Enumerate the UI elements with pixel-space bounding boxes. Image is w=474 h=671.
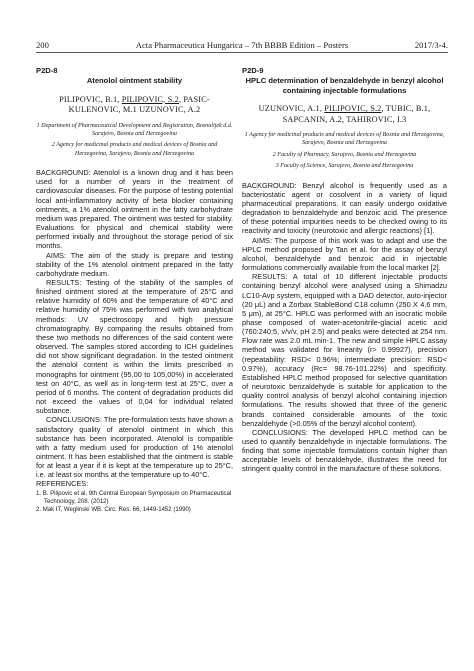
aims-paragraph: AIMS: The aim of the study is prepare and testing stability of the 1% atenolol ointment prepared in the fatty carbohydrate medium. xyxy=(36,250,233,278)
conclusions-paragraph: CONCLUSIONS: The developed HPLC method can be used to quantify benzaldehyde in injectable formulations. The finding that some injectable formulations contain higher than acceptable levels of benzaldehyde, illustrates the need for stringent quality control in the manufacture of these solutions. xyxy=(242,427,447,474)
background-paragraph: BACKGROUND: Atenolol is a known drug and it has been used for a number of years in the treatment of cardiovascular diseases. For the purpose of testing potential local anti-inflammatory activity of beta blocker containing ointments, a 1% atenolol ointment in the fatty carbohydrate medium was prepared. The ointment was tested for stability. Evaluations for physical and chemical stability were performed initially and throughout the storage period of six months. xyxy=(36,168,233,251)
aims-paragraph: AIMS: The purpose of this work was to adapt and use the HPLC method proposed by Tan et al. for the assay of benzyl alcohol, benzaldehyde and benzoic acid in injectable formulations commercially available from the local market [2]. xyxy=(242,235,447,273)
abstract-code: P2D-9 xyxy=(242,66,264,75)
page-number: 200 xyxy=(36,40,49,50)
affiliation: 2 Agency for medicinal products and medical devices of Bosnia and Herzegovina, Sarajevo, Bosnia and Herzegovina xyxy=(51,142,218,157)
results-paragraph: RESULTS: Testing of the stability of the samples of finished ointment stored at the temperature of 25°C and relative humidity of 60% and the temperature of 40°C and relative humidity of 75% was performed with two analytical methods: UV spectroscopy and high pressure chromatography. By comparing the results obtained from these two methods no differences of the said content were observed. The samples stored according to ICH guidelines did not show significant degradation. In the tested ointment the atenolol content is within the limits prescribed in monographs for ointment (95,00 to 105,00%) in accelerated test on 40°C, as well as in long-term test at 25°C, over a period of 6 months. The content of degradation products did not exceed the values of 0,04 for individual related substance. xyxy=(36,278,233,416)
authors-lead: UZUNOVIC, A.1, xyxy=(258,104,325,113)
affiliations xyxy=(36,122,233,159)
presenting-author: PILIPOVIC, S.2 xyxy=(121,94,179,104)
conclusions-paragraph: CONCLUSIONS: The pre-formulation tests have shown a satisfactory quality of atenolol ointment in which this substance has been incorporated. Atenolol is compatible with a fatty medium used for production of 1% atenolol ointment. It has been established that the ointment is stable for at least a year if it is kept at the temperature up to 25°C, i.e. at least six months at the temperature up to 40°C. xyxy=(36,415,233,480)
affiliation: 1 Department of Pharmaceutical Development and Registration, Bosnalijek d.d. Sarajevo, Bosnia and Herzegovina xyxy=(36,122,233,137)
presenting-author: PILIPOVIC, S.2 xyxy=(324,104,382,113)
abstract-right xyxy=(242,66,447,474)
author-list xyxy=(36,95,233,116)
reference-list xyxy=(36,490,233,514)
references-heading: REFERENCES: xyxy=(36,479,89,489)
authors-rest: , PASIC-KULENOVIC, M.1 UZUNOVIC, A.2 xyxy=(68,94,210,114)
issue-number: 2017/3-4. xyxy=(414,40,448,50)
abstract-left xyxy=(36,66,233,514)
authors-lead: PILIPOVIC, B.1, xyxy=(59,94,122,104)
abstract-title: Atenolol ointment stability xyxy=(86,76,183,85)
reference-item: 1. B. Pilipovic et al, 9th Central European Symposium on Pharmaceutical Technology, 208. (2012) xyxy=(36,490,232,505)
background-paragraph: BACKGROUND: Benzyl alcohol is frequently used as a bacteriostatic agent or cosolvent in a variety of liquid pharmaceutical preparations. It can easily undergo oxidative degradation to benzaldehyde and benzoic acid. The presence of these potential impurities needs to be checked owing to its reactivity and toxicity (neurotoxic and allergic reactions) [1]. xyxy=(242,180,447,236)
authors-rest: , TUBIC, B.1, SAPCANIN, A.2, TAHIROVIC, I.3 xyxy=(282,104,431,124)
affiliation: 2 Faculty of Pharmacy, Sarajevo, Bosnia and Herzegovina xyxy=(272,151,417,158)
abstract-body xyxy=(36,168,233,488)
affiliations xyxy=(242,131,447,171)
results-paragraph: RESULTS: A total of 10 different injectable products containing benzyl alcohol were analysed using a Shimadzu LC10-Avp system, equipped with a DAD detector, auto-injector (20 μL) and a Zorbax StableBond C18 column (250 X 4.6 mm, 5 μm), at 25°C. HPLC was performed with an isocratic mobile phase composed of water-acetonitrile-glacial acetic acid (760:240:5, v/v/v, pH 2.5) and peaks were detected at 254 nm. Flow rate was 2.0 mL min-1. The new and simple HPLC assay method was validated for linearity (r> 0.99927), precision (repeatability: RSD< 0.96%; intermediate precision: RSD< 0.97%), accuracy (Rc= 98.76-101.22%) and specificity. Established HPLC method proposed for selective quantitation of neurotoxic benzaldehyde is suitable for application to the quality control analysis of benzyl alcohol containing injection formulations. The results showed that three of the generic brands contained considerable amounts of the toxic benzaldehyde (>0.05% of the benzyl alcohol content). xyxy=(242,272,447,428)
running-header xyxy=(36,40,448,53)
affiliation: 3 Faculty of Science, Sarajevo, Bosnia and Herzegovina xyxy=(275,163,414,170)
abstract-title: HPLC determination of benzaldehyde in benzyl alcohol containing injectable formulations xyxy=(245,76,444,95)
reference-item: 2. Mak IT, Weglinski WB. Circ. Res. 66, 1449-1452 (1990) xyxy=(36,506,191,513)
affiliation: 1 Agency for medicinal products and medical devices of Bosnia and Herzegovina, Sarajevo, Bosnia and Herzegovina xyxy=(244,132,445,147)
author-list xyxy=(242,104,447,125)
abstract-code: P2D-8 xyxy=(36,66,58,75)
journal-title: Acta Pharmaceutica Hungarica – 7th BBBB Edition – Posters xyxy=(135,40,349,50)
abstract-body xyxy=(242,181,447,474)
